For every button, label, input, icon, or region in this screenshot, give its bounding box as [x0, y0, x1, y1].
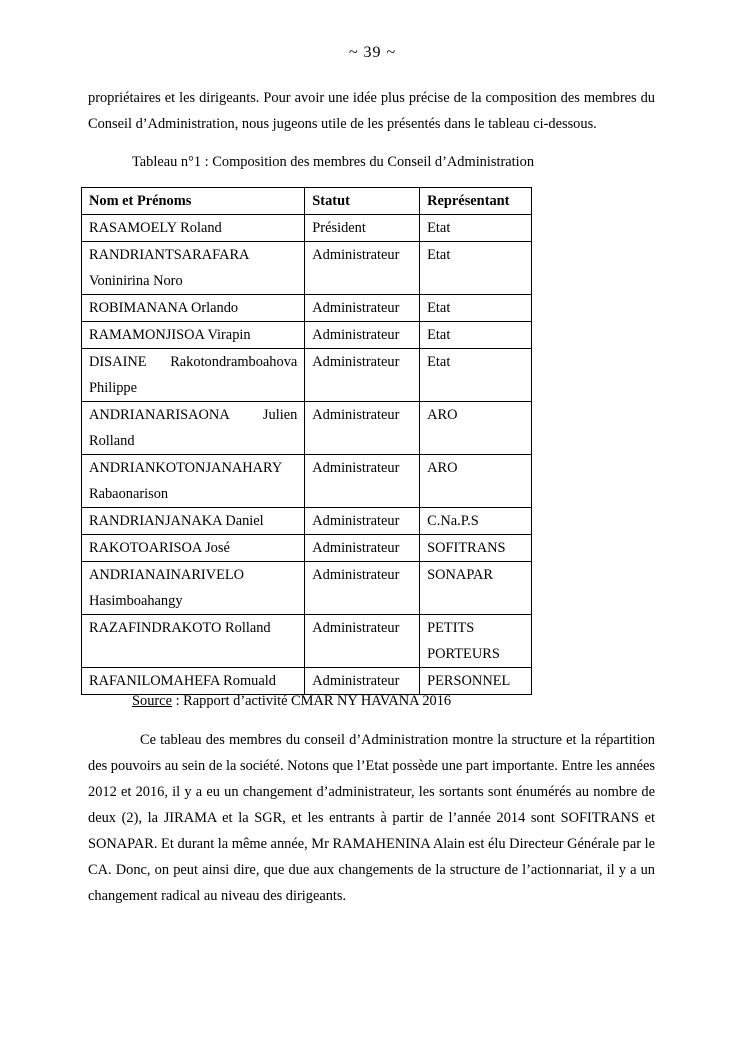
- table-row: [82, 455, 532, 508]
- cell-status: Administrateur: [305, 455, 420, 508]
- cell-name: [82, 242, 305, 295]
- cell-status: Administrateur: [305, 295, 420, 322]
- cell-representative: [420, 615, 532, 668]
- cell-representative: Etat: [420, 242, 532, 295]
- cell-name: [82, 535, 305, 562]
- cell-name-line: [89, 402, 297, 428]
- cell-name-line: ANDRIANAINARIVELO: [89, 567, 245, 583]
- board-composition-table: [81, 187, 532, 695]
- cell-name-line: RASAMOELY Roland: [89, 220, 222, 236]
- table-source: [132, 688, 451, 714]
- cell-name-line: RANDRIANTSARAFARA: [89, 247, 250, 263]
- table-row: [82, 402, 532, 455]
- cell-name-line: Philippe: [89, 380, 137, 396]
- source-label: Source: [132, 693, 172, 709]
- cell-status: Administrateur: [305, 668, 420, 695]
- cell-name-line: Hasimboahangy: [89, 593, 183, 609]
- cell-status: Administrateur: [305, 562, 420, 615]
- cell-representative-line: PETITS: [427, 620, 475, 636]
- table-row: [82, 295, 532, 322]
- cell-name-line: [89, 349, 297, 375]
- cell-name: [82, 455, 305, 508]
- cell-status: Administrateur: [305, 508, 420, 535]
- header-status: Statut: [305, 188, 420, 215]
- cell-name-line: ROBIMANANA Orlando: [89, 300, 239, 316]
- cell-representative: Etat: [420, 322, 532, 349]
- cell-name-line: RANDRIANJANAKA Daniel: [89, 513, 264, 529]
- cell-representative: Etat: [420, 295, 532, 322]
- cell-status: Administrateur: [305, 322, 420, 349]
- cell-name: [82, 402, 305, 455]
- cell-name-line: RAFANILOMAHEFA Romuald: [89, 673, 276, 689]
- cell-name-line: RAMAMONJISOA Virapin: [89, 327, 251, 343]
- cell-name-line: Rabaonarison: [89, 486, 169, 502]
- cell-representative: ARO: [420, 455, 532, 508]
- cell-representative: PERSONNEL: [420, 668, 532, 695]
- cell-name-part: Rakotondramboahova: [170, 354, 298, 370]
- cell-name: [82, 349, 305, 402]
- cell-status: Administrateur: [305, 615, 420, 668]
- cell-name-line: Rolland: [89, 433, 135, 449]
- cell-name: [82, 562, 305, 615]
- table-row: [82, 215, 532, 242]
- table-header-row: [82, 188, 532, 215]
- cell-representative: ARO: [420, 402, 532, 455]
- cell-name: [82, 615, 305, 668]
- table-row: [82, 562, 532, 615]
- cell-name-line: RAKOTOARISOA José: [89, 540, 230, 556]
- cell-representative: C.Na.P.S: [420, 508, 532, 535]
- cell-status: Administrateur: [305, 242, 420, 295]
- table-row: [82, 349, 532, 402]
- page-number: ~ 39 ~: [348, 44, 397, 61]
- cell-name-line: RAZAFINDRAKOTO Rolland: [89, 620, 271, 636]
- table-row: [82, 615, 532, 668]
- cell-name-line: ANDRIANKOTONJANAHARY: [89, 460, 283, 476]
- table-row: [82, 535, 532, 562]
- table-caption: Tableau n°1 : Composition des membres du Conseil d’Administration: [132, 154, 535, 170]
- cell-representative: Etat: [420, 349, 532, 402]
- cell-name: [82, 295, 305, 322]
- cell-name-part: DISAINE: [89, 354, 147, 370]
- cell-name: [82, 508, 305, 535]
- cell-status: Administrateur: [305, 349, 420, 402]
- cell-name-line: Voninirina Noro: [89, 273, 183, 289]
- analysis-paragraph: Ce tableau des membres du conseil d’Administration montre la structure et la répartition des pouvoirs au sein de la société. Notons que l’Etat possède une part importante. Entre les années 2012 et 2016, il y a eu un changement d’administrateur, les sortants sont énumérés au nombre de deux (2), la JIRAMA et la SGR, et les entrants à partir de l’année 2014 sont SOFITRANS et SONAPAR. Et durant la même année, Mr RAMAHENINA Alain est élu Directeur Générale par le CA. Donc, on peut ainsi dire, que due aux changements de la structure de l’actionnariat, il y a un changement radical au niveau des dirigeants.: [88, 732, 655, 904]
- intro-paragraph: propriétaires et les dirigeants. Pour avoir une idée plus précise de la composition des membres du Conseil d’Administration, nous jugeons utile de les présentés dans le tableau ci-dessous.: [88, 90, 655, 132]
- table-row: [82, 242, 532, 295]
- cell-status: Administrateur: [305, 535, 420, 562]
- cell-representative: Etat: [420, 215, 532, 242]
- cell-name: [82, 215, 305, 242]
- cell-representative-line: PORTEURS: [427, 646, 500, 662]
- source-text: : Rapport d’activité CMAR NY HAVANA 2016: [171, 693, 452, 709]
- cell-name-part: Julien: [262, 407, 298, 423]
- header-representative: Représentant: [420, 188, 532, 215]
- cell-status: Administrateur: [305, 402, 420, 455]
- cell-name: [82, 322, 305, 349]
- cell-name-part: ANDRIANARISAONA: [89, 407, 230, 423]
- table-row: [82, 508, 532, 535]
- cell-representative: SONAPAR: [420, 562, 532, 615]
- table-row: [82, 322, 532, 349]
- cell-status: Président: [305, 215, 420, 242]
- cell-representative: SOFITRANS: [420, 535, 532, 562]
- header-name: Nom et Prénoms: [82, 188, 305, 215]
